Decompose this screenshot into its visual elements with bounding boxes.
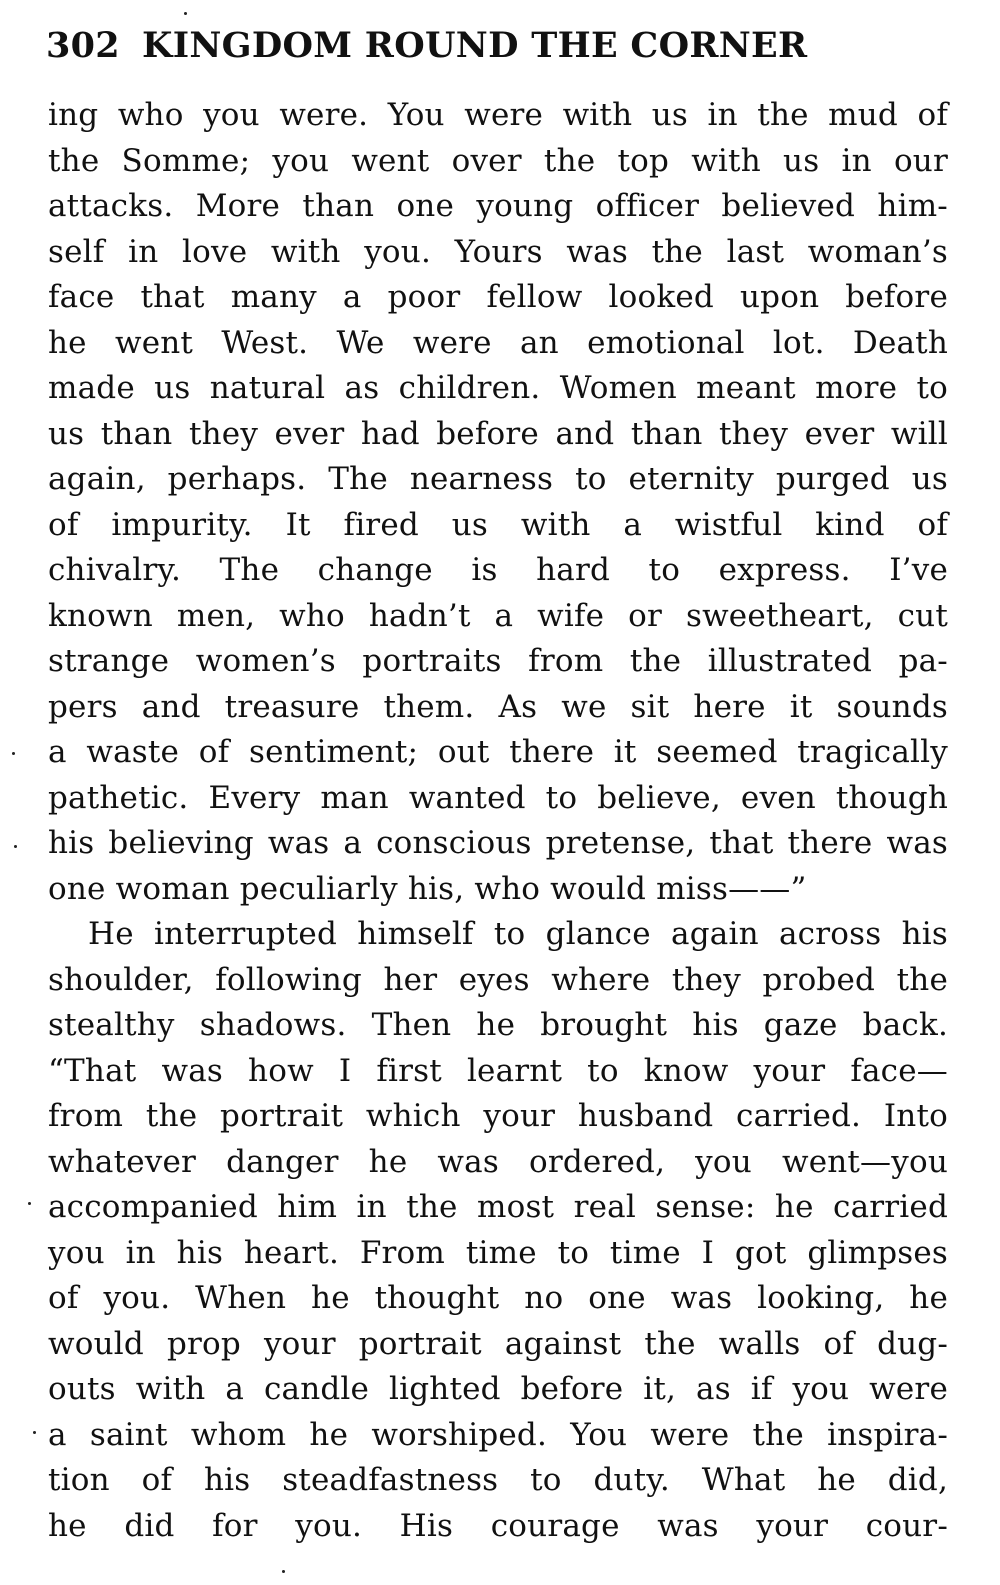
text-line: us than they ever had before and than they ever will — [48, 415, 948, 452]
text-line: a waste of sentiment; out there it seemed tragically — [48, 734, 948, 770]
text-line: outs with a candle lighted before it, as if you were — [48, 1371, 948, 1407]
text-line: known men, who hadn’t a wife or sweetheart, cut — [48, 597, 948, 634]
text-line: the Somme; you went over the top with us in our — [48, 142, 948, 179]
paragraph-continuation — [48, 93, 948, 912]
text-line: He interrupted himself to glance again across his — [88, 916, 948, 952]
text-line: shoulder, following her eyes where they probed the — [48, 961, 948, 998]
text-line: his believing was a conscious pretense, that there was — [48, 825, 948, 861]
text-line: attacks. More than one young officer believed him- — [48, 188, 948, 224]
text-line: stealthy shadows. Then he brought his gaze back. — [48, 1007, 948, 1043]
running-title: KINGDOM ROUND THE CORNER — [141, 25, 808, 66]
body-text — [48, 93, 948, 1549]
text-line: “That was how I first learnt to know your face— — [48, 1052, 948, 1089]
text-line: face that many a poor fellow looked upon before — [48, 279, 948, 315]
text-line: made us natural as children. Women meant more to — [48, 370, 948, 406]
text-line: accompanied him in the most real sense: he carried — [48, 1189, 948, 1225]
text-line: a saint whom he worshiped. You were the inspira- — [48, 1416, 948, 1453]
scan-speck — [14, 845, 17, 848]
scan-speck — [12, 752, 15, 755]
scan-speck — [184, 12, 187, 15]
text-line: pers and treasure them. As we sit here it sounds — [48, 688, 948, 725]
scan-speck — [28, 1202, 31, 1205]
text-line: self in love with you. Yours was the last woman’s — [48, 233, 948, 270]
text-line: chivalry. The change is hard to express. I’ve — [48, 552, 948, 588]
text-line: from the portrait which your husband carried. Into — [48, 1098, 948, 1134]
text-line: again, perhaps. The nearness to eternity purged us — [48, 461, 948, 497]
running-header — [46, 20, 946, 72]
text-line: of impurity. It fired us with a wistful kind of — [48, 506, 948, 543]
text-line: ing who you were. You were with us in the mud of — [48, 97, 948, 133]
text-line: whatever danger he was ordered, you went—you — [48, 1143, 948, 1180]
text-line: tion of his steadfastness to duty. What he did, — [48, 1462, 948, 1498]
text-line: you in his heart. From time to time I got glimpses — [48, 1234, 948, 1271]
text-line: of you. When he thought no one was looking, he — [48, 1280, 948, 1316]
scan-speck — [33, 1431, 36, 1434]
scan-speck — [282, 1570, 285, 1573]
text-line: pathetic. Every man wanted to believe, even though — [48, 779, 948, 816]
page-number: 302 — [46, 25, 120, 66]
paragraph — [48, 912, 948, 1549]
text-line: he did for you. His courage was your cour- — [48, 1507, 948, 1544]
text-line: he went West. We were an emotional lot. Death — [48, 324, 948, 361]
text-line: would prop your portrait against the walls of dug- — [48, 1325, 948, 1362]
text-line: strange women’s portraits from the illustrated pa- — [48, 643, 948, 679]
text-line: one woman peculiarly his, who would miss——” — [48, 870, 807, 907]
